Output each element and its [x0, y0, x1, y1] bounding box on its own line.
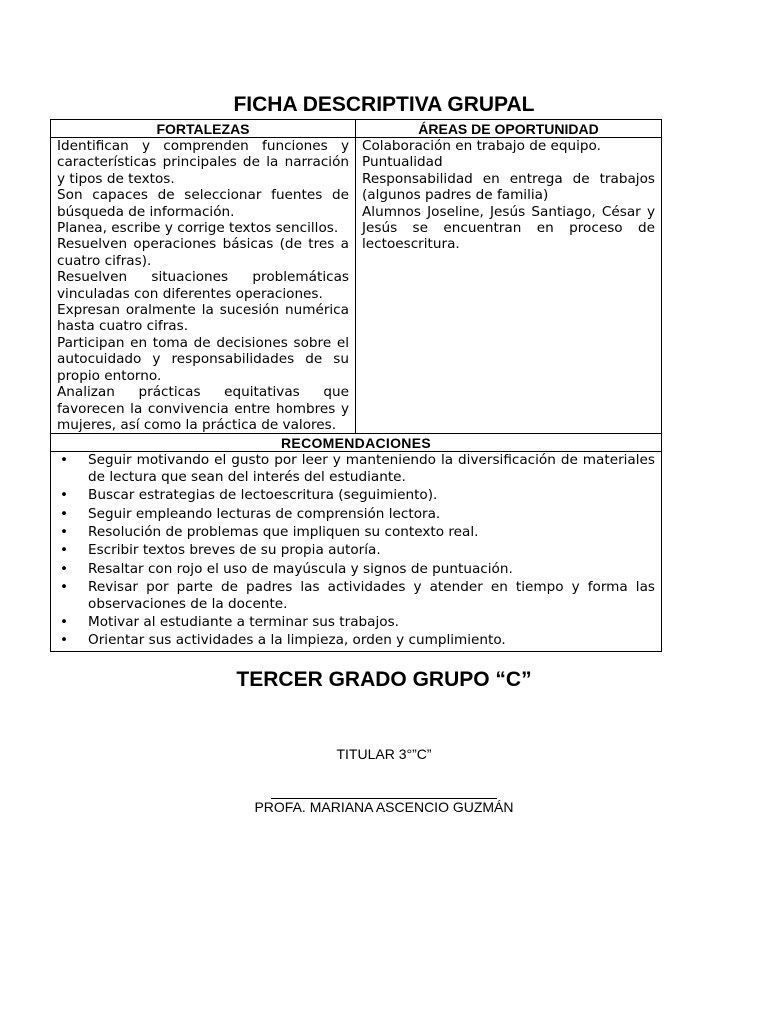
- table-header-row: [51, 120, 662, 138]
- recommendations-header-row: [51, 434, 662, 452]
- opportunity-item: Responsabilidad en entrega de trabajos (algunos padres de familia): [362, 170, 655, 204]
- document-title: FICHA DESCRIPTIVA GRUPAL: [233, 93, 535, 116]
- group-title: TERCER GRADO GRUPO “C”: [236, 668, 532, 691]
- recommendation-item: • Resaltar con rojo el uso de mayúscula y signos de puntuación.: [57, 561, 655, 577]
- descriptive-table: [50, 119, 662, 652]
- recommendations-header: RECOMENDACIONES: [51, 434, 662, 452]
- strength-item: Resuelven situaciones problemáticas vinculadas con diferentes operaciones.: [57, 269, 349, 302]
- strength-item: Planea, escribe y corrige textos sencillos.: [57, 220, 339, 237]
- recommendation-item: • Orientar sus actividades a la limpieza, orden y cumplimiento.: [57, 632, 655, 648]
- recommendation-item: • Revisar por parte de padres las actividades y atender en tiempo y forma las observaciones de la docente.: [57, 579, 655, 612]
- signer-name: PROFA. MARIANA ASCENCIO GUZMÁN: [254, 799, 514, 815]
- recommendations-cell: [51, 452, 662, 651]
- strengths-header: FORTALEZAS: [51, 120, 356, 138]
- recommendation-item: • Buscar estrategias de lectoescritura (seguimiento).: [57, 487, 655, 503]
- recommendations-row: [51, 452, 662, 651]
- strengths-cell: [51, 138, 356, 434]
- opportunities-header: ÁREAS DE OPORTUNIDAD: [356, 120, 662, 138]
- recommendation-item: • Motivar al estudiante a terminar sus trabajos.: [57, 614, 655, 630]
- strength-item: Son capaces de seleccionar fuentes de búsqueda de información.: [57, 187, 349, 220]
- recommendation-item: • Seguir empleando lecturas de comprensión lectora.: [57, 506, 655, 522]
- recommendation-item: • Resolución de problemas que impliquen su contexto real.: [57, 524, 655, 540]
- opportunities-cell: [356, 138, 662, 434]
- titular-label: TITULAR 3°”C”: [336, 746, 432, 762]
- strength-item: Participan en toma de decisiones sobre el autocuidado y responsabilidades de su propio entorno.: [57, 334, 349, 384]
- opportunity-item: Colaboración en trabajo de equipo.: [362, 138, 601, 154]
- recommendation-item: • Seguir motivando el gusto por leer y manteniendo la diversificación de materiales de lectura que sean del interés del estudiante.: [57, 452, 655, 485]
- table-body-row: [51, 138, 662, 434]
- opportunity-item: Puntualidad: [362, 154, 443, 171]
- strength-item: Analizan prácticas equitativas que favorecen la convivencia entre hombres y mujeres, así como la práctica de valores.: [57, 384, 349, 433]
- strength-item: Expresan oralmente la sucesión numérica hasta cuatro cifras.: [57, 302, 349, 335]
- opportunity-item: Alumnos Joseline, Jesús Santiago, César y Jesús se encuentran en proceso de lectoescritura.: [362, 203, 655, 253]
- strength-item: Identifican y comprenden funciones y características principales de la narración y tipos de textos.: [57, 138, 349, 187]
- recommendations-list: [57, 452, 655, 648]
- recommendation-item: • Escribir textos breves de su propia autoría.: [57, 542, 655, 558]
- strength-item: Resuelven operaciones básicas (de tres a cuatro cifras).: [57, 236, 349, 269]
